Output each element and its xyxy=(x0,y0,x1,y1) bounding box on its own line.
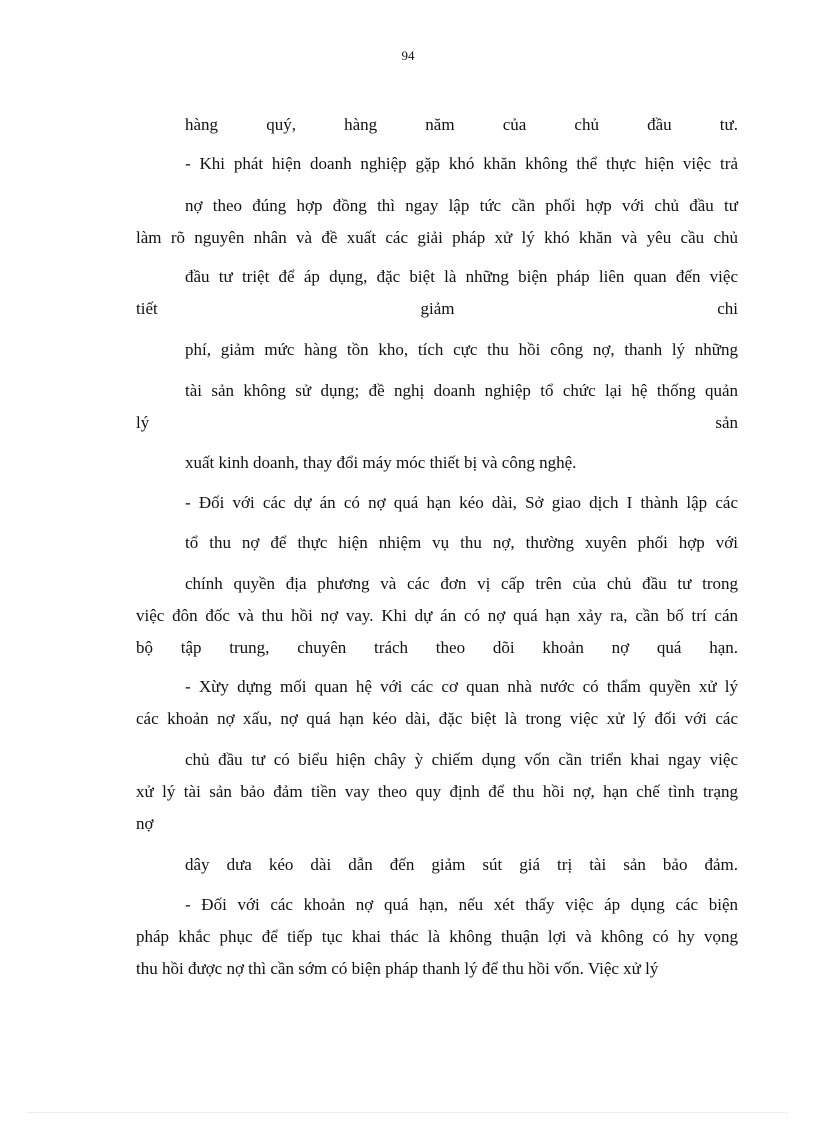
text-line-24: pháp khắc phục để tiếp tục khai thác là không thuận lợi và không có hy vọng xyxy=(136,927,738,946)
text-line-16: bộ tập trung, chuyên trách theo dõi khoản nợ quá hạn. xyxy=(136,638,738,657)
text-line-19: chủ đầu tư có biểu hiện chây ỳ chiếm dụng vốn cần triển khai ngay việc xyxy=(185,750,738,769)
text-line-17: - Xừy dựng mối quan hệ với các cơ quan nhà nước có thẩm quyền xử lý xyxy=(185,677,738,696)
text-line-15: việc đôn đốc và thu hồi nợ vay. Khi dự án có nợ quá hạn xảy ra, cần bố trí cán xyxy=(136,606,738,625)
text-line-18: các khoản nợ xấu, nợ quá hạn kéo dài, đặc biệt là trong việc xử lý đối với các xyxy=(136,709,738,728)
text-line-25: thu hồi được nợ thì cần sớm có biện pháp thanh lý để thu hồi vốn. Việc xử lý xyxy=(136,959,659,978)
text-line-20: xử lý tài sản bảo đảm tiền vay theo quy định để thu hồi nợ, hạn chế tình trạng xyxy=(136,782,738,801)
text-line-21: nợ xyxy=(136,814,154,833)
text-line-6: tiết giảm chi xyxy=(136,299,738,318)
text-line-12: - Đối với các dự án có nợ quá hạn kéo dài, Sở giao dịch I thành lập các xyxy=(185,493,738,512)
text-line-13: tổ thu nợ để thực hiện nhiệm vụ thu nợ, thường xuyên phối hợp với xyxy=(185,533,738,552)
text-line-1: hàng quý, hàng năm của chủ đầu tư. xyxy=(185,115,738,134)
text-line-11: xuất kinh doanh, thay đổi máy móc thiết bị và công nghệ. xyxy=(185,453,577,472)
page-number: 94 xyxy=(401,48,415,63)
text-line-5: đầu tư triệt để áp dụng, đặc biệt là những biện pháp liên quan đến việc xyxy=(185,267,738,286)
text-line-8: tài sản không sử dụng; đề nghị doanh nghiệp tổ chức lại hệ thống quản xyxy=(185,381,738,400)
page-bottom-border xyxy=(28,1112,788,1113)
text-line-9: lý xyxy=(136,413,150,432)
text-line-4: làm rõ nguyên nhân và đề xuất các giải pháp xử lý khó khăn và yêu cầu chủ xyxy=(136,228,738,247)
text-line-3: nợ theo đúng hợp đồng thì ngay lập tức cần phối hợp với chủ đầu tư xyxy=(185,196,738,215)
text-line-23: - Đối với các khoản nợ quá hạn, nếu xét thấy việc áp dụng các biện xyxy=(185,895,738,914)
text-line-10: sản xyxy=(715,413,738,432)
text-line-2: - Khi phát hiện doanh nghiệp gặp khó khăn không thể thực hiện việc trả xyxy=(185,154,738,173)
text-line-14: chính quyền địa phương và các đơn vị cấp trên của chủ đầu tư trong xyxy=(185,574,738,593)
text-line-7: phí, giảm mức hàng tồn kho, tích cực thu hồi công nợ, thanh lý những xyxy=(185,340,738,359)
text-line-22: dây dưa kéo dài dẫn đến giảm sút giá trị tài sản bảo đảm. xyxy=(185,855,738,874)
